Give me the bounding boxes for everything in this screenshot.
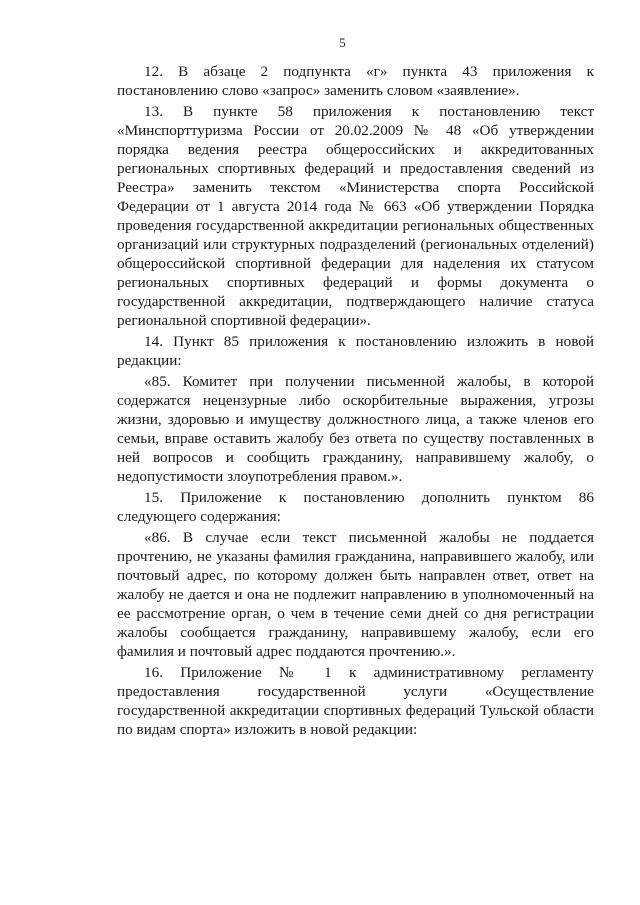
paragraph-13: 13. В пункте 58 приложения к постановлению текст «Минспорттуризма России от 20.02.2009 № 48 «Об утверждении порядка ведения реестра общероссийских и аккредитованных региональных спортивных федераций и предоставления сведений из Реестра» заменить текстом «Министерства спорта Российской Федерации от 1 августа 2014 года № 663 «Об утверждении Порядка проведения государственной аккредитации региональных общественных организаций или структурных подразделений (региональных отделений) общероссийской спортивной федерации для наделения их статусом региональных спортивных федераций и формы документа о государственной аккредитации, подтверждающего наличие статуса региональной спортивной федерации». xyxy=(117,103,594,329)
paragraph-15: 15. Приложение к постановлению дополнить пунктом 86 следующего содержания: xyxy=(117,489,594,525)
quoted-paragraph-86: «86. В случае если текст письменной жалобы не поддается прочтению, не указаны фамилия гражданина, направившего жалобу, или почтовый адрес, по которому должен быть направлен ответ, ответ на жалобу не дается и она не подлежит направлению в уполномоченный на ее рассмотрение орган, о чем в течение семи дней со дня регистрации жалобы сообщается гражданину, направившему жалобу, если его фамилия и почтовый адрес поддаются прочтению.». xyxy=(117,529,594,660)
quoted-paragraph-85: «85. Комитет при получении письменной жалобы, в которой содержатся нецензурные либо оскорбительные выражения, угрозы жизни, здоровью и имуществу должностного лица, а также членов его семьи, вправе оставить жалобу без ответа по существу поставленных в ней вопросов и сообщить гражданину, направившему жалобу, о недопустимости злоупотребления правом.». xyxy=(117,373,594,485)
paragraph-16: 16. Приложение № 1 к административному регламенту предоставления государственной услуги «Осуществление государственной аккредитации спортивных федераций Тульской области по видам спорта» изложить в новой редакции: xyxy=(117,664,594,738)
page-number: 5 xyxy=(339,36,346,50)
paragraph-12: 12. В абзаце 2 подпункта «г» пункта 43 приложения к постановлению слово «запрос» заменить словом «заявление». xyxy=(117,63,594,99)
document-body xyxy=(117,62,594,741)
paragraph-14: 14. Пункт 85 приложения к постановлению изложить в новой редакции: xyxy=(117,333,594,369)
